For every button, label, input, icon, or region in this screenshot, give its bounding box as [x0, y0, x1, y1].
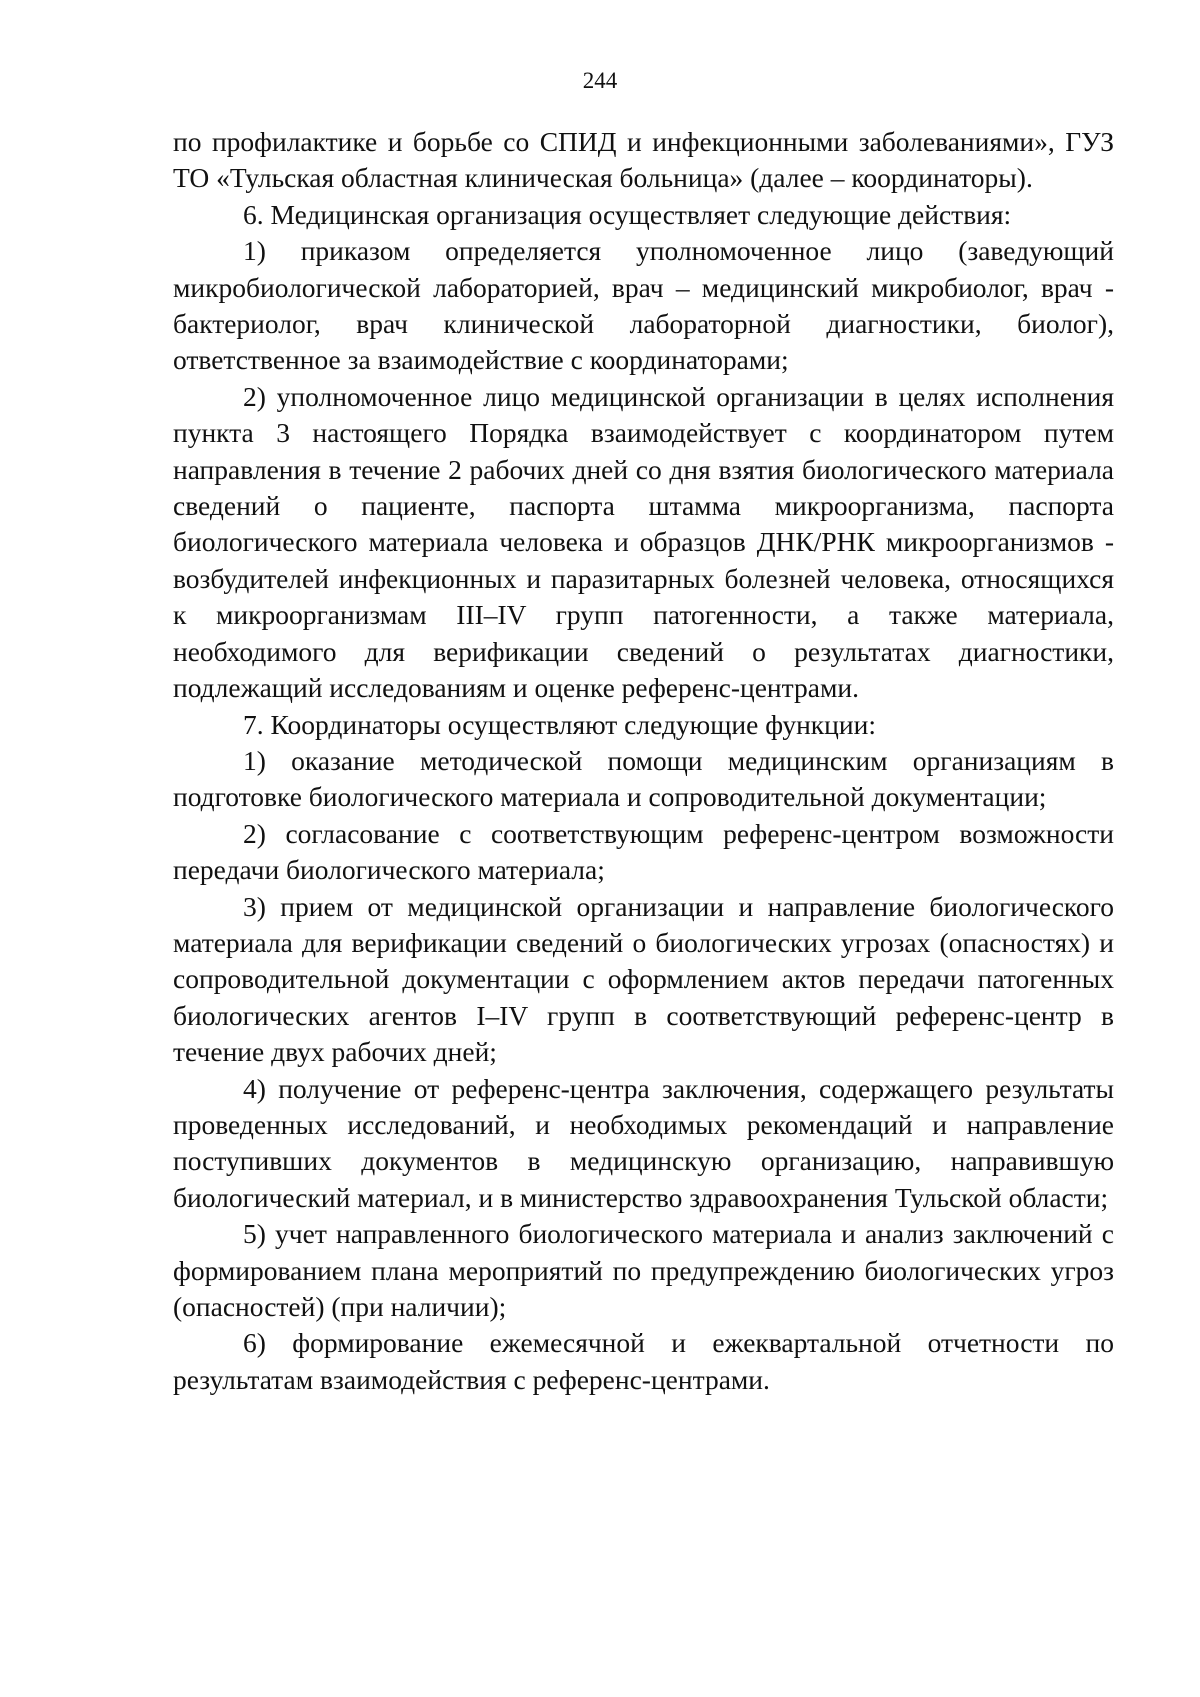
- paragraph-item-7-3: 3) прием от медицинской организации и направление биологического материала для верификации сведений о биологических угрозах (опасностях) и сопроводительной документации с оформлением актов передачи патогенных биологических агентов I–IV групп в соответствующий референс-центр в течение двух рабочих дней;: [173, 890, 1114, 1068]
- paragraph-item-6-1: 1) приказом определяется уполномоченное лицо (заведующий микробиологической лабораторией, врач – медицинский микробиолог, врач - бактериолог, врач клинической лабораторной диагностики, биолог), ответственное за взаимодействие с координаторами;: [173, 235, 1114, 376]
- paragraph-item-7-1: 1) оказание методической помощи медицинским организациям в подготовке биологического материала и сопроводительной документации;: [173, 744, 1114, 813]
- page-number: 244: [582, 68, 618, 93]
- paragraph-continuation: по профилактике и борьбе со СПИД и инфекционными заболеваниями», ГУЗ ТО «Тульская областная клиническая больница» (далее – координаторы).: [173, 126, 1114, 194]
- paragraph-item-6-2: 2) уполномоченное лицо медицинской организации в целях исполнения пункта 3 настоящего Порядка взаимодействует с координатором путем направления в течение 2 рабочих дней со дня взятия биологического материала сведений о пациенте, паспорта штамма микроорганизма, паспорта биологического материала человека и образцов ДНК/РНК микроорганизмов - возбудителей инфекционных и паразитарных болезней человека, относящихся к микроорганизмам III–IV групп патогенности, а также материала, необходимого для верификации сведений о результатах диагностики, подлежащий исследованиям и оценке референс-центрами.: [173, 380, 1114, 704]
- document-body: [173, 124, 1114, 1398]
- paragraph-item-7-6: 6) формирование ежемесячной и ежеквартальной отчетности по результатам взаимодействия с референс-центрами.: [173, 1327, 1114, 1395]
- paragraph-item-7-2: 2) согласование с соответствующим референс-центром возможности передачи биологического материала;: [173, 817, 1114, 886]
- paragraph-item-6: 6. Медицинская организация осуществляет следующие действия:: [243, 198, 1012, 230]
- paragraph-item-7: 7. Координаторы осуществляют следующие функции:: [243, 708, 876, 740]
- paragraph-item-7-5: 5) учет направленного биологического материала и анализ заключений с формированием плана мероприятий по предупреждению биологических угроз (опасностей) (при наличии);: [173, 1218, 1114, 1322]
- paragraph-item-7-4: 4) получение от референс-центра заключения, содержащего результаты проведенных исследований, и необходимых рекомендаций и направление поступивших документов в медицинскую организацию, направившую биологический материал, и в министерство здравоохранения Тульской области;: [173, 1072, 1114, 1213]
